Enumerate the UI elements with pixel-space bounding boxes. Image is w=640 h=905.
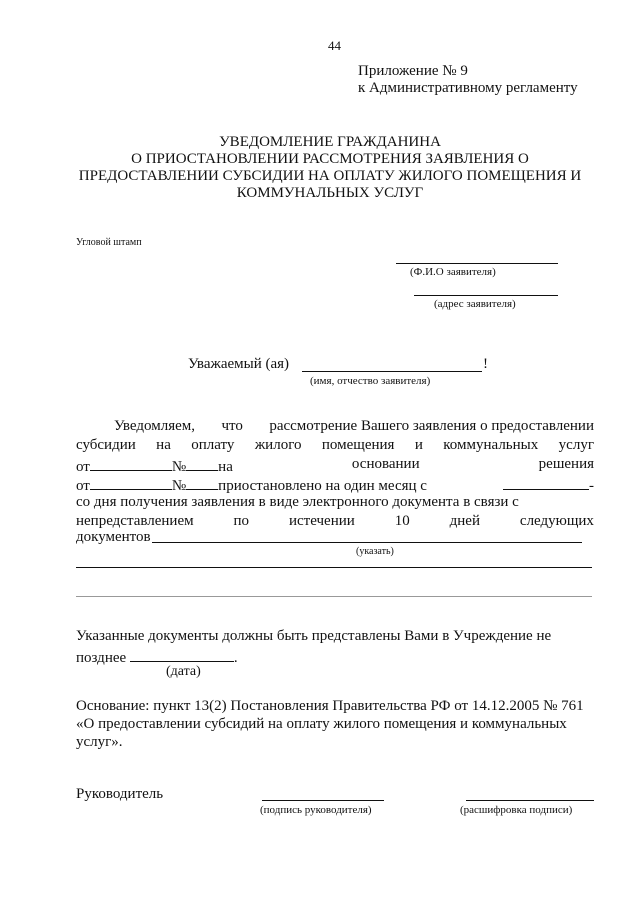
body-word: оплату — [191, 437, 235, 453]
body-line-5: со дня получения заявления в виде электронного документа в связи с — [76, 494, 519, 510]
deadline-line-2 — [76, 647, 238, 667]
title-line-1: УВЕДОМЛЕНИЕ ГРАЖДАНИНА — [219, 134, 441, 150]
deadline-period: . — [233, 650, 238, 666]
ukazat-caption: (указать) — [356, 546, 394, 557]
stamp-label: Угловой штамп — [76, 237, 142, 248]
documents-field[interactable] — [152, 542, 582, 543]
body-line-2 — [76, 437, 594, 454]
body-line-1 — [114, 418, 594, 435]
deadline-caption: (дата) — [166, 664, 201, 679]
body-line-4 — [76, 475, 594, 495]
body-word: № — [171, 459, 187, 475]
basis-line-3: услуг». — [76, 734, 123, 750]
body-line-7: документов — [76, 529, 151, 545]
decision-number-field[interactable] — [186, 475, 218, 490]
body-word: рассмотрение Вашего заявления о предоставлении — [269, 418, 594, 434]
body-word: основании — [351, 456, 420, 472]
body-word: и — [414, 437, 423, 453]
body-word: помещения — [321, 437, 395, 453]
title-line-3: ПРЕДОСТАВЛЕНИИ СУБСИДИИ НА ОПЛАТУ ЖИЛОГО ПОМЕЩЕНИЯ И — [78, 168, 582, 184]
body-word: жилого — [254, 437, 302, 453]
signature-caption: (подпись руководителя) — [260, 804, 372, 816]
number-field[interactable] — [186, 456, 218, 471]
body-word: что — [221, 418, 243, 434]
body-word: дней — [449, 513, 480, 529]
signature-role: Руководитель — [76, 786, 164, 802]
signature-decode-line[interactable] — [466, 800, 594, 801]
applicant-fio-line[interactable] — [396, 263, 558, 264]
appendix-line-2: к Административному регламенту — [358, 80, 578, 96]
body-word: от — [76, 478, 90, 494]
documents-field-line-3[interactable] — [76, 596, 592, 597]
deadline-word: позднее — [76, 650, 127, 666]
title-line-2: О ПРИОСТАНОВЛЕНИИ РАССМОТРЕНИЯ ЗАЯВЛЕНИЯ О — [131, 151, 529, 167]
body-word: коммунальных — [443, 437, 539, 453]
body-line-6 — [76, 513, 594, 530]
signature-line[interactable] — [262, 800, 384, 801]
body-word: решения — [538, 456, 594, 472]
suspend-from-field[interactable] — [503, 475, 589, 490]
date-field[interactable] — [90, 456, 172, 471]
applicant-address-caption: (адрес заявителя) — [434, 298, 516, 310]
body-word: 10 — [394, 513, 410, 529]
greeting-name-line[interactable] — [302, 371, 482, 372]
signature-decode-caption: (расшифровка подписи) — [460, 804, 573, 816]
page-number: 44 — [328, 38, 341, 53]
body-word: № — [171, 478, 187, 494]
basis-line-1: Основание: пункт 13(2) Постановления Правительства РФ от 14.12.2005 № 761 — [76, 698, 584, 714]
body-word: истечении — [288, 513, 355, 529]
greeting-text: Уважаемый (ая) — [188, 356, 290, 372]
body-word: Уведомляем, — [114, 418, 196, 434]
body-word: на — [218, 459, 233, 475]
appendix-line-1: Приложение № 9 — [358, 63, 468, 79]
deadline-line-1: Указанные документы должны быть представлены Вами в Учреждение не — [76, 628, 552, 644]
greeting-caption: (имя, отчество заявителя) — [310, 375, 431, 387]
body-word: приостановлено на один месяц с — [218, 478, 427, 494]
body-word: следующих — [519, 513, 594, 529]
applicant-address-line[interactable] — [414, 295, 558, 296]
applicant-fio-caption: (Ф.И.О заявителя) — [410, 266, 496, 278]
body-word: услуг — [558, 437, 594, 453]
body-word: непредставлением — [76, 513, 194, 529]
deadline-date-field[interactable] — [130, 647, 234, 662]
body-word: от — [76, 459, 90, 475]
greeting-exclamation: ! — [483, 356, 488, 372]
title-line-4: КОММУНАЛЬНЫХ УСЛУГ — [236, 185, 424, 201]
basis-line-2: «О предоставлении субсидий на оплату жилого помещения и коммунальных — [76, 716, 567, 732]
decision-date-field[interactable] — [90, 475, 172, 490]
body-word: - — [589, 478, 594, 494]
body-word: на — [156, 437, 171, 453]
body-line-3 — [76, 456, 594, 476]
documents-field-line-2[interactable] — [76, 567, 592, 568]
body-word: по — [233, 513, 250, 529]
body-word: субсидии — [76, 437, 136, 453]
